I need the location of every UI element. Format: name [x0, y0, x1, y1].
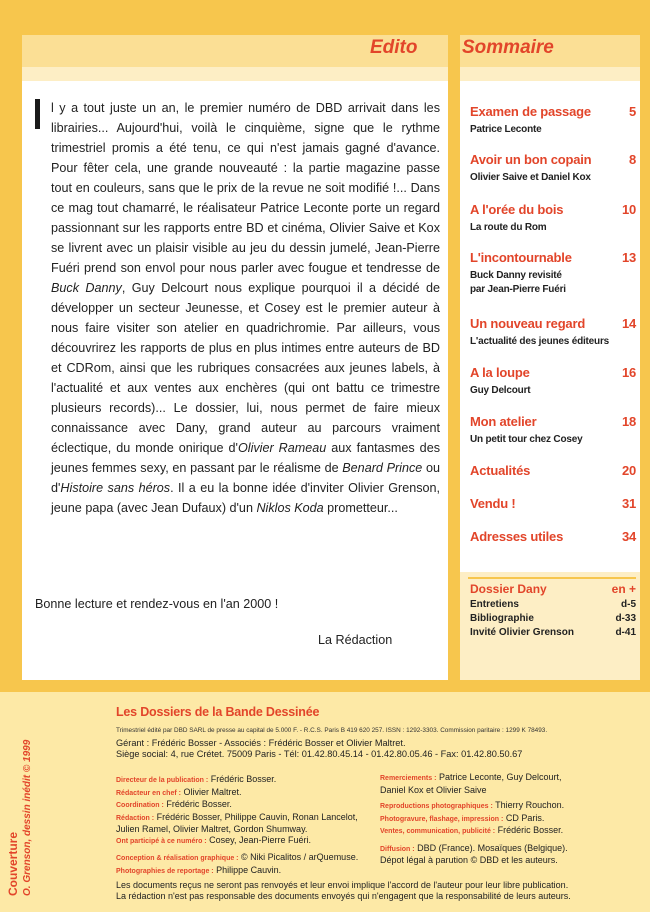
dossier-title: Dossier Dany: [470, 582, 547, 596]
credit-line: [380, 843, 642, 856]
credit-line: [116, 787, 376, 800]
credit-line: Daniel Kox et Olivier Saive: [380, 784, 487, 795]
frame-bottom: [0, 680, 650, 692]
credit-line: Julien Ramel, Olivier Maltret, Gordon Shumway.: [116, 824, 308, 834]
publication-title: Les Dossiers de la Bande Dessinée: [116, 705, 320, 719]
credit-names: Frédéric Bosser.: [210, 774, 277, 784]
credit-names: CD Paris.: [505, 812, 545, 823]
toc-item[interactable]: [470, 414, 636, 446]
editorial-text: prometteur...: [323, 501, 398, 515]
toc-page: 31: [621, 496, 636, 511]
toc-title: A la loupe: [470, 365, 530, 380]
editorial-signature: La Rédaction: [318, 633, 393, 647]
credit-line: [116, 852, 376, 865]
toc-page: 34: [621, 529, 636, 544]
frame-top: [0, 0, 650, 35]
dossier-page: d-33: [615, 613, 636, 624]
toc-page: 5: [628, 104, 636, 119]
editorial-column: [35, 98, 440, 518]
credit-line: [380, 772, 642, 785]
dossier-label: Invité Olivier Grenson: [470, 627, 574, 638]
editorial-text: ou d': [51, 461, 440, 495]
toc-page: 16: [621, 365, 636, 380]
dossier-page: d-41: [615, 627, 636, 638]
credit-role: Ventes, communication, publicité :: [380, 828, 496, 835]
toc-page: 13: [621, 250, 636, 265]
editorial-text: aux fantasmes des jeunes femmes sexy, en passant par le réalisme de: [51, 441, 440, 475]
toc-subtitle: Un petit tour chez Cosey: [470, 434, 583, 445]
credit-line: [116, 865, 376, 878]
legal-block: [116, 738, 522, 760]
toc-subtitle: La route du Rom: [470, 222, 547, 233]
editorial-band: [22, 67, 448, 81]
editorial-italic: Olivier Rameau: [237, 441, 327, 455]
cover-label: Couverture: [6, 831, 20, 896]
toc-item[interactable]: [470, 104, 636, 136]
legal-line: Trimestriel édité par DBD SARL de presse au capital de 5.000 F. - R.C.S. Paris B 419 620 257. ISSN : 1292-3303. Commission paritaire : 1299 K 78493.: [116, 727, 548, 734]
drop-cap: [35, 99, 40, 129]
credit-role: Conception & réalisation graphique :: [116, 855, 239, 862]
credit-line: [380, 813, 642, 826]
dossier-label: Entretiens: [470, 599, 519, 610]
toc-title: A l'orée du bois: [470, 202, 564, 217]
credit-names: Patrice Leconte, Guy Delcourt,: [438, 772, 562, 782]
toc-item[interactable]: [470, 529, 636, 544]
cover-credit: [6, 696, 33, 896]
credits-right: [380, 772, 642, 866]
toc-title: Mon atelier: [470, 414, 537, 429]
cover-artist: O. Grenson, dessin inédit © 1999: [22, 739, 33, 896]
sommaire-band: [460, 67, 640, 81]
editorial-italic: Buck Danny: [51, 281, 122, 295]
toc-page: 18: [621, 414, 636, 429]
dossier-section: [470, 582, 636, 638]
editorial-text: , Guy Delcourt nous explique pourquoi il a décidé de développer un secteur Jeunesse, et Cosey est le premier auteur à nous faire visiter son atelier en quadrichromie. Par ailleurs, vous découvrirez les rapports de plus en plus intimes entre auteurs de BD et CDRom, ainsi que les rubriques consacrées aux jeunes labels, à l'actualité et aux ventes aux enchères (qui ont battu ce trimestre plusieurs records)... Le dossier, lui, nous permet de faire mieux connaissance avec Dany, grand auteur au parcours vraiment éclectique, du monde onirique d': [51, 281, 440, 455]
footer-note: [116, 880, 571, 902]
credit-names: © Niki Picalitos / arQuemuse.: [241, 852, 359, 862]
dossier-header[interactable]: [470, 582, 636, 596]
edito-heading: Edito: [370, 37, 418, 58]
credit-role: Photographies de reportage :: [116, 867, 214, 875]
toc-subtitle: L'actualité des jeunes éditeurs: [470, 336, 610, 347]
credit-line: [116, 799, 376, 812]
editorial-closing: Bonne lecture et rendez-vous en l'an 2000 !: [35, 597, 279, 611]
frame-left: [0, 0, 22, 692]
dossier-row[interactable]: [470, 627, 636, 638]
credit-role: Ont participé à ce numéro :: [116, 837, 207, 845]
toc-subtitle: Olivier Saive et Daniel Kox: [470, 172, 591, 183]
credit-names: Cosey, Jean-Pierre Fuéri.: [209, 834, 312, 845]
toc-item[interactable]: [470, 463, 636, 478]
credit-role: Coordination :: [116, 802, 164, 809]
legal-manager: Gérant : Frédéric Bosser - Associés : Frédéric Bosser et Olivier Maltret.: [116, 738, 406, 748]
toc-page: 8: [628, 152, 636, 167]
dossier-row[interactable]: [470, 613, 636, 624]
editorial-italic: Benard Prince: [342, 461, 423, 475]
legal-address: Siège social: 4, rue Crétet. 75009 Paris - Tél: 01.42.80.45.14 - 01.42.80.05.46 - Fax: 01.42.80.50.67: [116, 749, 523, 759]
column-gutter: [448, 35, 460, 692]
toc-item[interactable]: [470, 202, 636, 234]
editorial-text: . Il a eu la bonne idée d'inviter Olivier Grenson, jeune papa (avec Jean Dufaux) d'un: [51, 481, 441, 515]
frame-right: [640, 0, 650, 692]
credit-role: Rédacteur en chef :: [116, 789, 181, 797]
credit-names: Frédéric Bosser.: [497, 825, 564, 835]
toc-item[interactable]: [470, 152, 636, 184]
dossier-page: d-5: [621, 599, 636, 610]
toc-title: Un nouveau regard: [470, 316, 586, 331]
credit-line: [116, 774, 376, 787]
toc-subtitle: Buck Danny revisité: [470, 270, 562, 281]
toc-subtitle: Guy Delcourt: [470, 385, 531, 396]
toc-item[interactable]: [470, 250, 636, 296]
credit-line: [116, 812, 376, 825]
footer-note-line: La rédaction n'est pas responsable des documents envoyés qui n'engagent que la responsabilité de leurs auteurs.: [116, 891, 571, 901]
editorial-italic: Niklos Koda: [256, 501, 324, 515]
credit-role: Directeur de la publication :: [116, 777, 209, 784]
toc-page: 10: [621, 202, 636, 217]
dossier-row[interactable]: [470, 599, 636, 610]
credit-role: Diffusion :: [380, 845, 415, 853]
toc-page: 14: [621, 316, 636, 331]
footer-note-line: Les documents reçus ne seront pas renvoyés et leur envoi implique l'accord de l'auteur pour leur libre publication.: [116, 880, 569, 890]
sommaire-heading: Sommaire: [462, 37, 554, 58]
toc-title: Adresses utiles: [470, 529, 564, 544]
toc-title: Vendu !: [470, 496, 516, 511]
credit-role: Photogravure, flashage, impression :: [380, 815, 504, 823]
credit-line: Dépot légal à parution © DBD et les auteurs.: [380, 855, 558, 865]
credit-line: [380, 825, 642, 838]
dossier-suffix: en +: [611, 582, 636, 596]
credit-line: [380, 800, 642, 813]
toc-subtitle: Patrice Leconte: [470, 124, 542, 135]
credit-names: Thierry Rouchon.: [495, 800, 565, 810]
credit-names: Frédéric Bosser.: [166, 799, 232, 809]
editorial-paragraph: [35, 98, 440, 518]
credit-names: Philippe Cauvin.: [216, 864, 282, 875]
toc-title: L'incontournable: [470, 250, 572, 265]
credit-names: Frédéric Bosser, Philippe Cauvin, Ronan Lancelot,: [156, 811, 358, 822]
dossier-rule: [468, 577, 636, 579]
editorial-italic: Histoire sans héros: [60, 481, 171, 495]
toc-item[interactable]: [470, 316, 636, 348]
toc-subtitle: par Jean-Pierre Fuéri: [470, 284, 566, 295]
toc-item[interactable]: [470, 496, 636, 511]
credits-left: [116, 774, 376, 877]
credit-role: Reproductions photographiques :: [380, 803, 493, 810]
dossier-label: Bibliographie: [470, 613, 534, 624]
credit-names: DBD (France). Mosaïques (Belgique).: [417, 842, 568, 853]
toc-item[interactable]: [470, 365, 636, 397]
credit-names: Olivier Maltret.: [183, 786, 242, 797]
credit-role: Rédaction :: [116, 814, 155, 822]
toc-page: 20: [621, 463, 636, 478]
credit-line: [116, 835, 376, 848]
toc-title: Avoir un bon copain: [470, 152, 592, 167]
editorial-text: l y a tout juste un an, le premier numéro de DBD arrivait dans les librairies... Aujourd'hui, voilà le cinquième, signe que le rythme trimestriel promis a été tenu, ce qui n'est jamais gagné d'avance. Pour fêter cela, une grande nouveauté : la partie magazine passe tout en couleurs, sans que le prix de la revue ne soit modifié !... Dans ce mag tout chamarré, le réalisateur Patrice Leconte porte un regard passionnant sur les rapports entre BD et cinéma, Olivier Saive et Kox se livrent avec un plaisir visible au jeu du dessin jumelé, Jean-Pierre Fuéri prend son envol pour nous parler avec fougue et tendresse de: [51, 101, 440, 275]
credit-role: Remerciements :: [380, 775, 437, 782]
toc-title: Actualités: [470, 463, 531, 478]
toc-title: Examen de passage: [470, 104, 591, 119]
